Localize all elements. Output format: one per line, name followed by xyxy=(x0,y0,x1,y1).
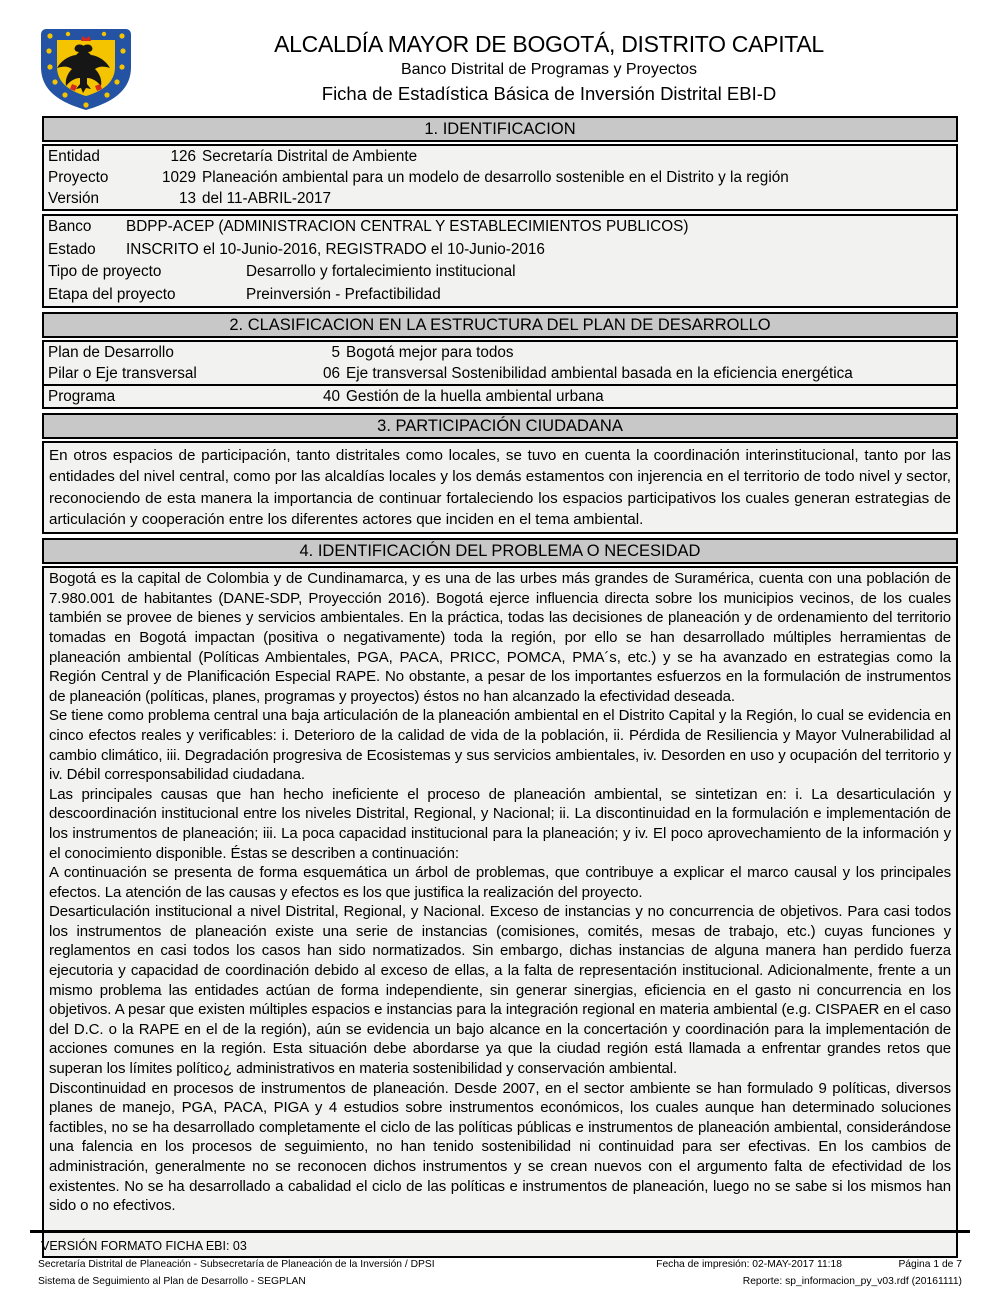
section-3-title: 3. PARTICIPACIÓN CIUDADANA xyxy=(377,417,623,435)
problema-necesidad-box xyxy=(42,566,958,1258)
field-code: 40 xyxy=(322,388,340,405)
field-row-pilar-eje xyxy=(44,363,956,384)
field-label: Plan de Desarrollo xyxy=(48,344,174,361)
field-value: Eje transversal Sostenibilidad ambiental basada en la eficiencia energética xyxy=(346,365,853,382)
section-1-header xyxy=(42,116,958,142)
field-label: Proyecto xyxy=(48,169,109,186)
title-block xyxy=(140,30,958,106)
section-4-header xyxy=(42,538,958,564)
field-label: Estado xyxy=(48,240,96,258)
field-label: Banco xyxy=(48,218,92,235)
problema-paragraph: Bogotá es la capital de Colombia y de Cundinamarca, y es una de las urbes más grandes de Suramérica, cuenta con una población de 7.980.001 de habitantes (DANE-SDP, Proyección 2016). Bogotá ejerce influencia directa sobre los municipios vecinos, de los cuales también se provee de bienes y servicios ambientales. En la práctica, todas las decisiones de planeación y de ordenamiento del territorio tomadas en Bogotá impactan (positiva o negativamente) toda la región, por ello se han desarrollado múltiples herramientas de planeación ambiental (Políticas Ambientales, PGA, PACA, PRICC, POMCA, PMA´s, etc.) y se ha avanzado en estrategias como la Región Central y de Planificación Especial RAPE. No obstante, a pesar de los importantes esfuerzos en la formulación de instrumentos de planeación (políticas, planes, programas y proyectos) éstos no han alcanzado la efectividad deseada. xyxy=(49,570,951,705)
field-label: Programa xyxy=(48,388,116,405)
bogota-crest-logo xyxy=(38,27,134,112)
field-code: 5 xyxy=(331,344,340,361)
problema-paragraph: Discontinuidad en procesos de instrumentos de planeación. Desde 2007, en el sector ambiente se han formulado 9 políticas, diversos planes de manejo, PGA, PACA, PIGA y 4 estudios sobre instrumentos económicos, los cuales aunque han determinado soluciones factibles, no se ha desarrollado completamente el ciclo de las políticas públicas e instrumentos de planeación ambiental, considerándose una falencia en los procesos de seguimiento, no han tenido sostenibilidad ni continuidad para ser efectivas. En los cambios de administración, generalmente no se reconocen dichos instrumentos y se crean nuevos con el argumento falta de efectividad de los existentes. No se ha desarrollado a cabalidad el ciclo de las políticas e instrumentos de planeación, luego no se sabe si los mismos han sido o no efectivos. xyxy=(49,1079,951,1215)
field-value: Bogotá mejor para todos xyxy=(346,344,514,361)
problema-paragraph: A continuación se presenta de forma esquemática un árbol de problemas, que contribuye a explicar el marco causal y los principales efectos. La atención de las causas y efectos es los que justifica la realización del proyecto. xyxy=(49,864,951,901)
section-3-header xyxy=(42,413,958,439)
problema-paragraph: Las principales causas que han hecho ineficiente el proceso de planeación ambiental, se sintetizan en: i. La desarticulación y descoordinación institucional entre los niveles Distrital, Regional, y Nacional; ii. La discontinuidad en la formulación e implementación de los instrumentos de planeación; iii. La poca capacidad institucional para la planeación; y iv. El poco aprovechamiento de la información y el conocimiento disponible. Éstas se describen a continuación: xyxy=(49,785,951,862)
field-label: Pilar o Eje transversal xyxy=(48,365,197,382)
participacion-ciudadana-box xyxy=(42,441,958,534)
field-value: Desarrollo y fortalecimiento institucional xyxy=(246,263,516,280)
field-label: Versión xyxy=(48,190,100,207)
identification-box xyxy=(42,144,958,211)
field-row-entidad xyxy=(44,146,956,167)
problema-paragraph: Se tiene como problema central una baja articulación de la planeación ambiental en el Distrito Capital y la Región, lo cual se evidencia en cinco efectos reales y verificables: i. Deterioro de la calidad de vida de la población, ii. Pérdida de Resiliencia y Mayor Vulnerabilidad al cambio climático, iii. Degradación progresiva de Ecosistemas y sus servicios ambientales, iv. Desorden en uso y ocupación del territorio y iv. Débil corresponsabilidad ciudadana. xyxy=(49,707,951,784)
field-row-etapa-proyecto xyxy=(44,284,956,307)
footer-report-name: Reporte: sp_informacion_py_v03.rdf (20161111) xyxy=(742,1275,962,1287)
field-value: del 11-ABRIL-2017 xyxy=(202,190,331,207)
field-label: Tipo de proyecto xyxy=(48,263,162,280)
field-row-version xyxy=(44,188,956,209)
footer-system-line: Sistema de Seguimiento al Plan de Desarrollo - SEGPLAN xyxy=(38,1275,306,1287)
field-label: Etapa del proyecto xyxy=(48,285,176,303)
field-row-estado xyxy=(44,239,956,262)
field-value: Secretaría Distrital de Ambiente xyxy=(202,148,418,165)
footer-entity-line: Secretaría Distrital de Planeación - Subsecretaría de Planeación de la Inversión / DPSI xyxy=(38,1259,435,1270)
footer-page-number: Página 1 de 7 xyxy=(898,1259,962,1270)
field-row-tipo-proyecto xyxy=(44,261,956,284)
document-title: ALCALDÍA MAYOR DE BOGOTÁ, DISTRITO CAPITAL xyxy=(274,31,824,57)
field-row-plan-desarrollo xyxy=(44,342,956,363)
banco-estado-box xyxy=(42,214,958,308)
document-footer xyxy=(0,1230,1000,1294)
section-2-title: 2. CLASIFICACION EN LA ESTRUCTURA DEL PLAN DE DESARROLLO xyxy=(229,316,771,334)
section-4-title: 4. IDENTIFICACIÓN DEL PROBLEMA O NECESIDAD xyxy=(299,542,701,561)
problema-paragraph: Desarticulación institucional a nivel Distrital, Regional, y Nacional. Exceso de instancias y no concurrencia de objetivos. Para casi todos los instrumentos de planeación existe una serie de instancias (comisiones, comités, mesas de trabajo, etc.) cuyas funciones y reglamentos en casi todos los casos han sido normatizados. Sin embargo, dichas instancias de alguna manera han perdido fuerza ejecutoria y capacidad de coordinación debido al exceso de ellas, a la falta de representación institucional. Adicionalmente, frente a un mismo problema las entidades actúan de forma independiente, sin generar sinergias, eficiencia en el gasto ni concurrencia en los objetivos. A pesar que existen múltiples espacios e instancias para la integración regional en materia ambiental (e.g. CISPAER en el caso del D.C. o la RAPE en el de la región), aún se evidencia un bajo alcance en la concertación y coordinación para la implementación de acciones comunes en la región. Esta situación debe abordarse ya que la ciudad región está llamada a enfrentar grandes retos que superan los límites político¿ administrativos en materia sostenibilidad y conservación ambiental. xyxy=(49,903,951,1078)
field-code: 06 xyxy=(322,365,340,382)
field-value: Planeación ambiental para un modelo de desarrollo sostenible en el Distrito y la región xyxy=(202,169,789,186)
field-code: 126 xyxy=(170,148,196,165)
footer-row-2 xyxy=(38,1274,962,1294)
field-code: 13 xyxy=(178,190,196,207)
field-row-proyecto xyxy=(44,167,956,188)
section-2-header xyxy=(42,312,958,338)
footer-print-date: Fecha de impresión: 02-MAY-2017 11:18 xyxy=(656,1259,842,1270)
field-value: INSCRITO el 10-Junio-2016, REGISTRADO el 10-Junio-2016 xyxy=(126,240,545,258)
field-row-programa xyxy=(44,384,956,407)
document-subtitle-2: Ficha de Estadística Básica de Inversión Distrital EBI-D xyxy=(321,83,777,104)
section-1-title: 1. IDENTIFICACION xyxy=(424,120,576,138)
field-value: Preinversión - Prefactibilidad xyxy=(246,285,441,303)
footer-row-1 xyxy=(38,1257,962,1274)
participacion-text: En otros espacios de participación, tanto distritales como locales, se tuvo en cuenta la coordinación interinstitucional, tanto por las entidades del nivel central, como por las alcaldías locales y los demás estamentos con injerencia en el territorio de todo nivel y sector, reconociendo de esta manera la importancia de continuar fortaleciendo los espacios participativos los cuales generan estrategias de articulación y cooperación entre los diferentes actores que inciden en el tema ambiental. xyxy=(49,447,951,528)
plan-clasificacion-box xyxy=(42,340,958,409)
field-value: BDPP-ACEP (ADMINISTRACION CENTRAL Y ESTABLECIMIENTOS PUBLICOS) xyxy=(126,218,689,235)
footer-version-line: VERSIÓN FORMATO FICHA EBI: 03 xyxy=(41,1239,247,1253)
field-value: Gestión de la huella ambiental urbana xyxy=(346,388,604,405)
field-row-banco xyxy=(44,216,956,239)
footer-divider xyxy=(30,1230,970,1233)
field-code: 1029 xyxy=(161,169,196,186)
document-subtitle-1: Banco Distrital de Programas y Proyectos xyxy=(400,61,698,78)
document-body xyxy=(42,116,958,1258)
document-header xyxy=(0,0,1000,116)
field-label: Entidad xyxy=(48,148,100,165)
